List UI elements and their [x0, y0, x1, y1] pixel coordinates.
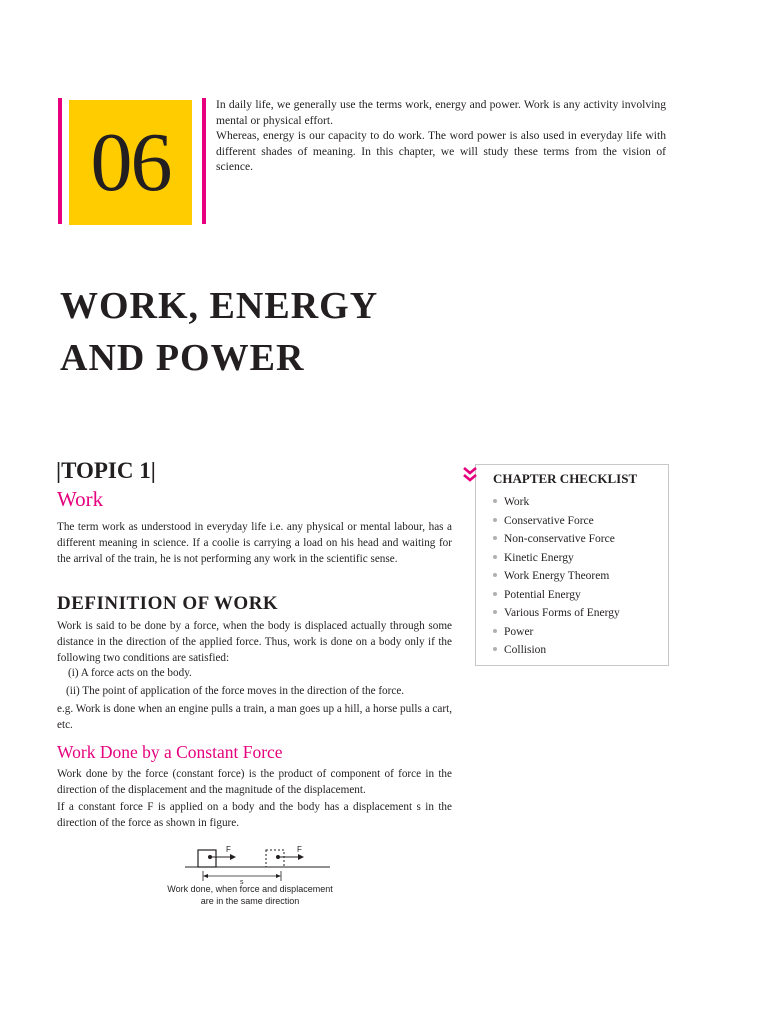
chapter-title [60, 280, 480, 384]
chapter-title-line: WORK, ENERGY [60, 285, 379, 327]
figure-caption [140, 883, 360, 907]
double-chevron-down-icon [462, 466, 478, 484]
figure-caption-line: Work done, when force and displacement [167, 884, 333, 894]
intro-paragraph: In daily life, we generally use the terms work, energy and power. Work is any activity involving mental or physical effort. [216, 98, 666, 127]
definition-paragraph: Work is said to be done by a force, when the body is displaced actually through some distance in the direction of the applied force. Thus, work is done on a body only if the following two conditions are satisfied: [57, 620, 452, 664]
force-label: F [226, 845, 231, 854]
checklist-item-label: Various Forms of Energy [504, 607, 620, 619]
bullet-icon [493, 536, 497, 540]
checklist-item [493, 623, 620, 642]
constant-force-paragraph: If a constant force F is applied on a body and the body has a displacement s in the direction of the force as shown in figure. [57, 801, 452, 829]
checklist-item-label: Work Energy Theorem [504, 570, 610, 582]
checklist-item [493, 549, 620, 568]
condition-item: (ii) The point of application of the force moves in the direction of the force. [66, 685, 405, 697]
badge-right-bar [202, 98, 206, 224]
checklist-item-label: Conservative Force [504, 514, 594, 527]
condition-item: (i) A force acts on the body. [68, 667, 192, 679]
chapter-badge [69, 100, 192, 225]
chapter-intro [216, 97, 666, 175]
bullet-icon [493, 592, 497, 596]
checklist-item-label: Work [504, 496, 530, 508]
arrowhead-icon [230, 854, 236, 860]
chapter-title-line: AND POWER [60, 337, 305, 379]
checklist-list [493, 493, 620, 660]
checklist-item-label: Kinetic Energy [504, 551, 574, 564]
intro-paragraph: Whereas, energy is our capacity to do work. The word power is also used in everyday life with different shades of meaning. In this chapter, we will study these terms from the vision of science. [216, 129, 666, 174]
section-heading-work: Work [57, 487, 104, 511]
chapter-number: 06 [90, 116, 171, 209]
body-initial [198, 850, 216, 867]
displacement-label: s [240, 879, 244, 886]
checklist-item [493, 512, 620, 531]
checklist-item-label: Collision [504, 644, 547, 656]
checklist-item-label: Potential Energy [504, 588, 581, 601]
checklist-item [493, 604, 620, 623]
body-displaced [266, 850, 284, 867]
figure-caption-line: are in the same direction [200, 896, 300, 906]
constant-force-paragraph: Work done by the force (constant force) is the product of component of force in the direction of the displacement and the magnitude of the displacement. [57, 768, 452, 796]
checklist-item [493, 530, 620, 549]
arrowhead-icon [203, 874, 208, 878]
bullet-icon [493, 647, 497, 651]
arrowhead-icon [298, 854, 304, 860]
badge-left-bar [58, 98, 62, 224]
arrowhead-icon [276, 874, 281, 878]
bullet-icon [493, 518, 497, 522]
bullet-icon [493, 610, 497, 614]
checklist-item [493, 586, 620, 605]
checklist-title: CHAPTER CHECKLIST [493, 471, 638, 486]
chapter-checklist [475, 464, 669, 666]
work-intro-paragraph: The term work as understood in everyday life i.e. any physical or mental labour, has a different meaning in science. If a coolie is carrying a load on his head and waiting for the arrival of the train, he is not performing any work in the scientific sense. [57, 521, 452, 565]
topic-label: |TOPIC 1| [56, 458, 156, 483]
constant-force-heading: Work Done by a Constant Force [57, 742, 283, 762]
checklist-item [493, 641, 620, 660]
checklist-item [493, 567, 620, 586]
bullet-icon [493, 555, 497, 559]
bullet-icon [493, 499, 497, 503]
force-label: F [297, 845, 302, 854]
bullet-icon [493, 573, 497, 577]
checklist-item [493, 493, 620, 512]
checklist-item-label: Non-conservative Force [504, 533, 615, 545]
definition-heading: DEFINITION OF WORK [57, 593, 279, 614]
checklist-item-label: Power [504, 625, 534, 638]
example-paragraph: e.g. Work is done when an engine pulls a train, a man goes up a hill, a horse pulls a cart, etc. [57, 703, 452, 731]
bullet-icon [493, 629, 497, 633]
